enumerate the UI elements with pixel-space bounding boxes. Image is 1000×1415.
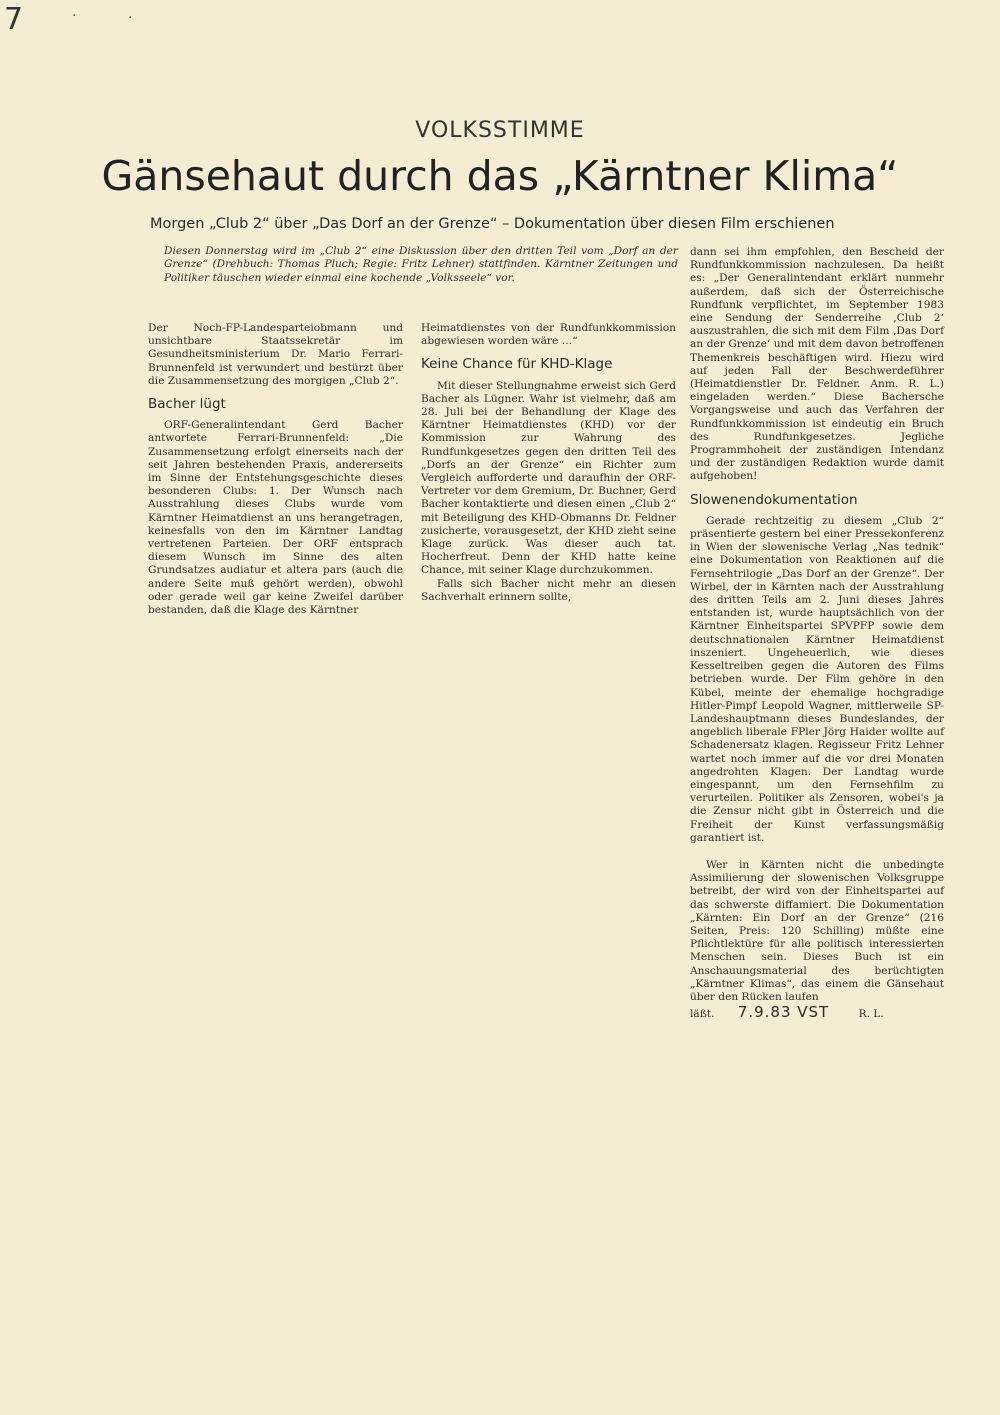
newspaper-masthead: VOLKSSTIMME	[415, 118, 585, 143]
article-headline: Gänsehaut durch das „Kärntner Klima“	[101, 152, 899, 200]
paragraph: Gerade rechtzeitig zu diesem „Club 2“ präsentierte gestern bei einer Pressekonferenz in Wien der slowenische Verlag „Nas tednik“ eine Dokumentation von Reaktionen auf die Fernsehtrilogie „Das Dorf an der Grenze“. Der Wirbel, der in Kärnten nach der Ausstrahlung des dritten Teils am 2. Juni dieses Jahres entstanden ist, wurde hauptsächlich von der Kärntner Einheitspartei SPVPFP sowie dem deutschnationalen Kärntner Heimatdienst inszeniert. Ungeheuerlich, wie dieses Kesseltreiben gegen die Autoren des Films betrieben wurde. Der Film gehöre in den Kübel, meinte der ehemalige hochgradige Hitler-Pimpf Leopold Wagner, mittlerweile SP-Landeshauptmann dieses Bundeslandes, der angeblich liberale FPler Jörg Haider wollte auf Schadenersatz klagen. Regisseur Fritz Lehner wartet noch immer auf die vor drei Monaten angedrohten Klagen. Der Landtag wurde eingespannt, um den Fernsehfilm zu verurteilen. Politiker als Zensoren, wobei's ja die Zensur nicht gibt in Österreich und die Freiheit der Kunst verfassungsmäßig garantiert ist.	[690, 514, 944, 844]
last-word: läßt.	[690, 1008, 715, 1021]
paragraph: dann sei ihm empfohlen, den Bescheid der Rundfunkkommission nachzulesen. Da heißt es: „Der Generalintendant erklärt nunmehr außerdem, daß sich der Österreichische Rundfunk verpflichtet, im September 1983 eine Sendung der Senderreihe ‚Club 2‘ auszustrahlen, die sich mit dem Film ‚Das Dorf an der Grenze‘ und mit dem davon betroffenen Themenkreis beschäftigen wird. Hiezu wird auf jeden Fall der Beschwerdeführer (Heimatdienstler Dr. Feldner. Anm. R. L.) eingeladen werden.“ Diese Bachersche Vorgangsweise und auch das Verfahren der Rundfunkkommission ist eindeutig ein Bruch des Rundfunkgesetzes. Jegliche Programmhoheit der zuständigen Intendanz und der zuständigen Redaktion wurde damit aufgehoben!	[690, 246, 944, 483]
article-column-1	[148, 322, 403, 617]
author-initials: R. L.	[858, 1008, 884, 1021]
section-heading: Slowenendokumentation	[690, 491, 858, 508]
paragraph: ORF-Generalintendant Gerd Bacher antwortete Ferrari-Brunnenfeld: „Die Zusammensetzung erfolgt einerseits nach der seit Jahren bestehenden Praxis, andererseits im Sinne der Entstehungsgeschichte dieses besonderen Clubs: 1. Der Wunsch nach Ausstrahlung dieses Clubs wurde vom Kärntner Heimatdienst an uns herangetragen, keinesfalls von den im Kärntner Landtag vertretenen Parteien. Der ORF entsprach diesem Wunsch im Sinne des alten Grundsatzes audiatur et altera pars (auch die andere Seite muß gehört werden), obwohl oder gerade weil gar keine Zweifel darüber bestanden, daß die Klage des Kärntner	[148, 419, 403, 617]
signature-row	[690, 1003, 944, 1022]
handwritten-date-note: 7.9.83 VST	[737, 1003, 830, 1022]
article-column-3	[690, 246, 944, 1021]
paragraph: Der Noch-FP-Landesparteiobmann und unsichtbare Staatssekretär im Gesundheitsministerium Dr. Mario Ferrari-Brunnenfeld ist verwundert und bestürzt über die Zusammensetzung des morgigen „Club 2“.	[148, 322, 403, 387]
stray-mark: ·	[72, 8, 77, 24]
article-column-2	[421, 322, 676, 604]
section-heading: Keine Chance für KHD-Klage	[421, 356, 613, 373]
paragraph: Heimatdienstes von der Rundfunkkommission abgewiesen worden wäre …“	[421, 322, 676, 348]
handwritten-page-number: 7	[4, 2, 24, 37]
stray-mark: ·	[128, 10, 133, 26]
paragraph: Wer in Kärnten nicht die unbedingte Assimilierung der slowenischen Volksgruppe betreibt, der wird von der Einheitspartei auf das schwerste diffamiert. Die Dokumentation „Kärnten: Ein Dorf an der Grenze“ (216 Seiten, Preis: 120 Schilling) müßte eine Pflichtlektüre für alle politisch interessierten Menschen sein. Dieses Buch ist ein Anschauungsmaterial des berüchtigten „Kärntner Klimas“, das einem die Gänsehaut über den Rücken laufen	[690, 858, 944, 1003]
paragraph: Falls sich Bacher nicht mehr an diesen Sachverhalt erinnern sollte,	[421, 577, 676, 603]
article-subheadline: Morgen „Club 2“ über „Das Dorf an der Grenze“ – Dokumentation über diesen Film erschienen	[150, 216, 835, 232]
section-heading: Bacher lügt	[148, 396, 226, 413]
paragraph: Mit dieser Stellungnahme erweist sich Gerd Bacher als Lügner. Wahr ist vielmehr, daß am 28. Juli bei der Behandlung der Klage des Kärntner Heimatdienstes (KHD) vor der Kommission zur Wahrung des Rundfunkgesetzes gegen den dritten Teil des „Dorfs an der Grenze“ ein Richter zum Vergleich aufforderte und daraufhin der ORF-Vertreter vor dem Gremium, Dr. Buchner, Gerd Bacher kontaktierte und diesen einen „Club 2“ mit Beteiligung des KHD-Obmanns Dr. Feldner zusicherte, vorausgesetzt, der KHD zieht seine Klage zurück. Was dieser auch tat. Hocherfreut. Denn der KHD hatte keine Chance, mit seiner Klage durchzukommen.	[421, 379, 676, 577]
article-lead: Diesen Donnerstag wird im „Club 2“ eine Diskussion über den dritten Teil vom „Dorf an der Grenze“ (Drehbuch: Thomas Pluch; Regie: Fritz Lehner) stattfinden. Kärntner Zeitungen und Politiker täuschen wieder einmal eine kochende „Volksseele“ vor.	[164, 245, 678, 284]
